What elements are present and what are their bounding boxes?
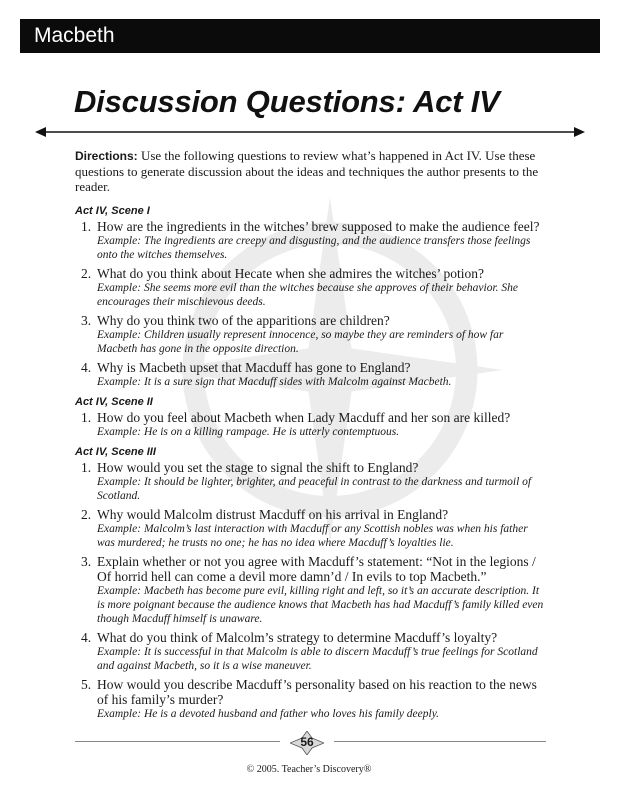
question-text: Why do you think two of the apparitions are children? <box>97 313 390 328</box>
scene-heading: Act IV, Scene II <box>75 396 153 408</box>
example-answer: Example: Children usually represent innocence, so maybe they are reminders of how far Macbeth has gone in the opposite direction. <box>97 329 504 355</box>
example-answer: Example: It is successful in that Malcolm is able to discern Macduff’s true feelings for Scotland and against Macbeth, so it is a wise maneuver. <box>97 646 538 672</box>
question-number: 3. <box>81 554 92 569</box>
question-text: What do you think about Hecate when she admires the witches’ potion? <box>97 266 485 281</box>
question-list <box>75 460 545 721</box>
directions-paragraph <box>75 148 545 194</box>
question-item <box>75 313 545 356</box>
scene-section <box>75 204 545 389</box>
question-item <box>75 266 545 309</box>
question-number: 5. <box>81 677 92 692</box>
question-number: 1. <box>81 410 92 425</box>
header-title: Macbeth <box>34 24 115 47</box>
example-answer: Example: Malcolm’s last interaction with Macduff or any Scottish nobles was when his father was murdered; he trusts no one; he has no idea where Macduff’s loyalties lie. <box>97 523 528 549</box>
scene-section <box>75 445 545 721</box>
question-list <box>75 219 545 389</box>
question-number: 4. <box>81 630 92 645</box>
example-answer: Example: It is a sure sign that Macduff sides with Malcolm against Macbeth. <box>97 376 452 388</box>
question-item <box>75 630 545 673</box>
question-item <box>75 219 545 262</box>
example-answer: Example: He is on a killing rampage. He is utterly contemptuous. <box>97 426 400 438</box>
question-text: Why is Macbeth upset that Macduff has gone to England? <box>97 360 411 375</box>
question-text: Why would Malcolm distrust Macduff on his arrival in England? <box>97 507 449 522</box>
question-item <box>75 554 545 626</box>
example-answer: Example: Macbeth has become pure evil, killing right and left, so it’s an accurate description. It is more poignant because the audience knows that Macbeth has had Macduff’s family killed even though Macduff himself is unaware. <box>97 585 544 625</box>
example-answer: Example: It should be lighter, brighter, and peaceful in contrast to the darkness and turmoil of Scotland. <box>97 476 532 502</box>
question-number: 1. <box>81 219 92 234</box>
question-text: How would you describe Macduff’s personality based on his reaction to the news of his family’s murder? <box>97 677 537 707</box>
question-item <box>75 507 545 550</box>
question-item <box>75 410 545 439</box>
question-text: How do you feel about Macbeth when Lady Macduff and her son are killed? <box>97 410 511 425</box>
footer-rule-left <box>75 741 280 742</box>
directions-text: Use the following questions to review what’s happened in Act IV. Use these questions to generate discussion about the ideas and techniques the author presents to the reader. <box>75 148 539 194</box>
question-item <box>75 460 545 503</box>
scene-section <box>75 395 545 439</box>
question-number: 4. <box>81 360 92 375</box>
page-title: Discussion Questions: Act IV <box>74 84 500 119</box>
example-answer: Example: He is a devoted husband and father who loves his family deeply. <box>97 708 440 720</box>
page-number: 56 <box>300 735 314 749</box>
question-text: How are the ingredients in the witches’ brew supposed to make the audience feel? <box>97 219 540 234</box>
copyright-notice: © 2005. Teacher’s Discovery® <box>246 764 372 775</box>
question-number: 2. <box>81 266 92 281</box>
scene-heading: Act IV, Scene I <box>75 205 150 217</box>
question-number: 2. <box>81 507 92 522</box>
footer-rule-right <box>334 741 546 742</box>
question-text: What do you think of Malcolm’s strategy to determine Macduff’s loyalty? <box>97 630 498 645</box>
question-text: Explain whether or not you agree with Macduff’s statement: “Not in the legions / Of horrid hell can come a devil more damn’d / In evils to top Macbeth.” <box>97 554 536 584</box>
question-item <box>75 360 545 389</box>
question-list <box>75 410 545 439</box>
header-bar <box>20 19 600 53</box>
question-number: 1. <box>81 460 92 475</box>
example-answer: Example: The ingredients are creepy and disgusting, and the audience transfers those feelings onto the witches themselves. <box>97 235 531 261</box>
directions-label: Directions: <box>75 149 138 163</box>
question-number: 3. <box>81 313 92 328</box>
question-item <box>75 677 545 721</box>
example-answer: Example: She seems more evil than the witches because she approves of their behavior. She encourages their mischievous deeds. <box>97 282 519 308</box>
title-divider-arrow <box>35 126 585 138</box>
question-text: How would you set the stage to signal the shift to England? <box>97 460 419 475</box>
scene-heading: Act IV, Scene III <box>75 446 156 458</box>
content <box>75 148 545 727</box>
